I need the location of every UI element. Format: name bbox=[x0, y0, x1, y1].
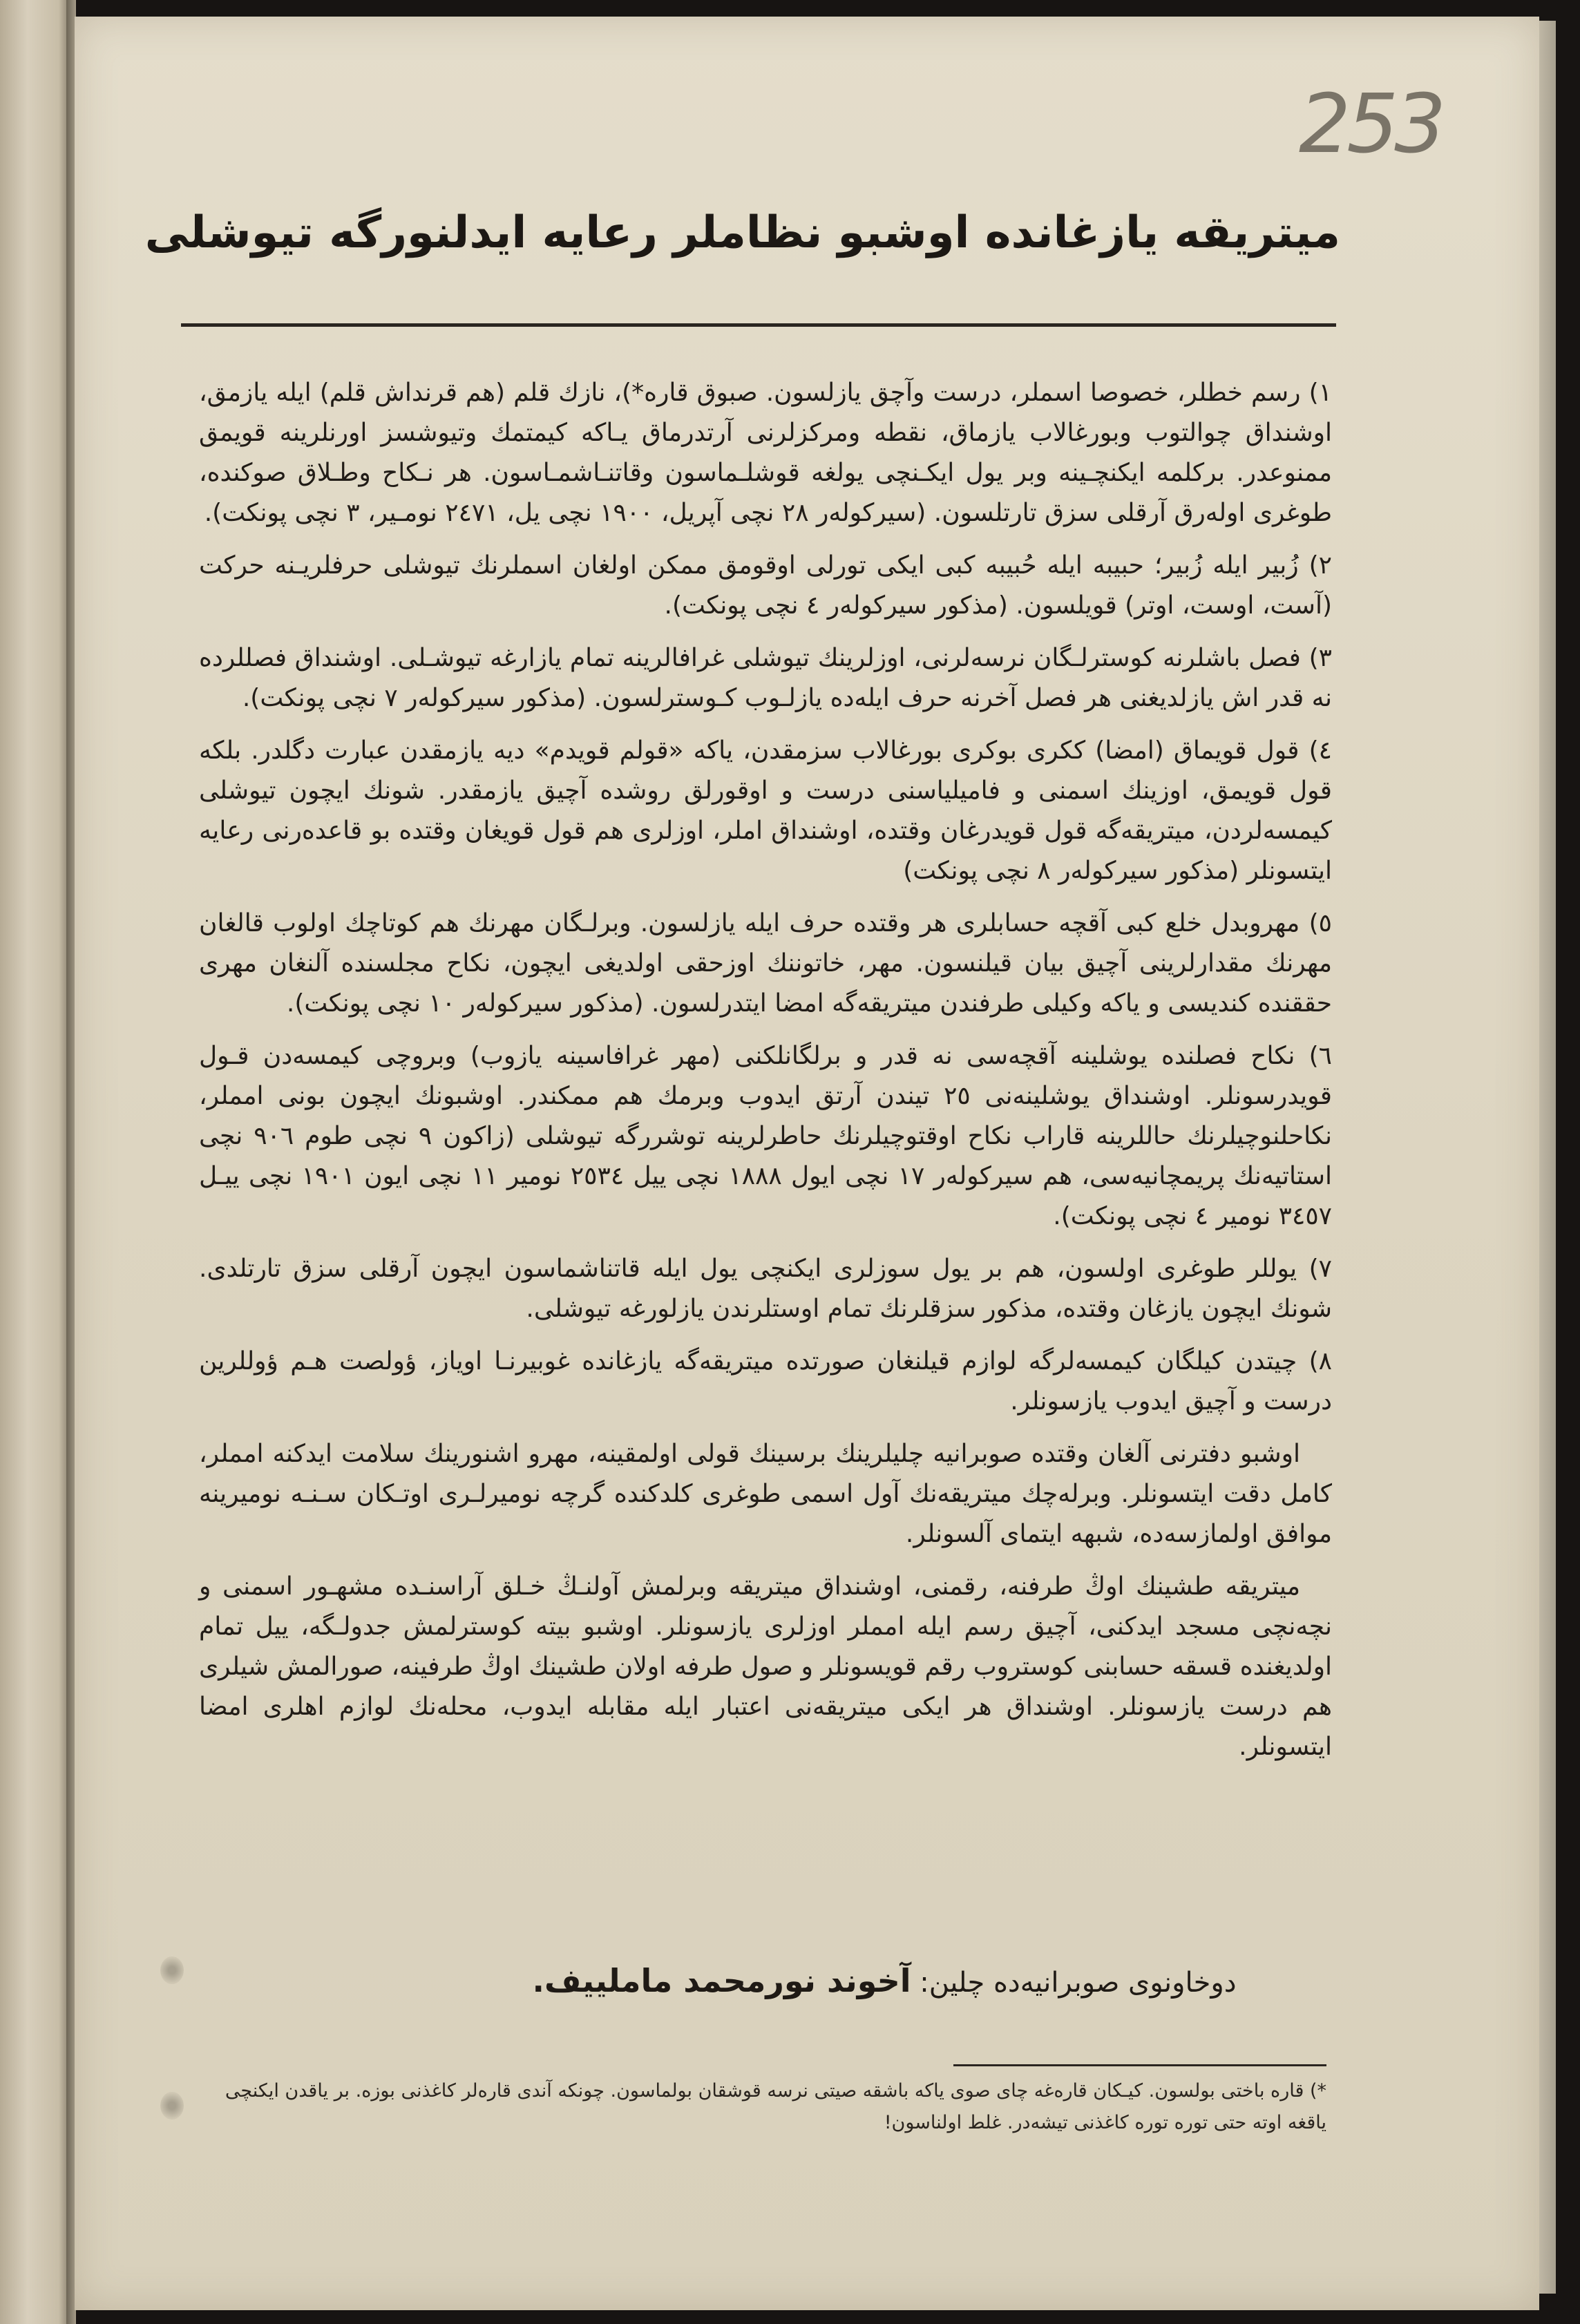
signature-line bbox=[532, 1962, 1237, 1999]
signature-prefix: دوخاونوی صوبرانیەده چلین: bbox=[920, 1967, 1237, 1999]
paragraph-rule-7: ٧) یوللر طوغری اولسون، هم بر یول سوزلری ایکنچی یول ایله قاتناشماسون ایچون آرقلی سزق تارتلدی. شونك ایچون یازغان وقتده، مذکور سزقلرنك تمام اوستلرندن یازلورغه تیوشلی. bbox=[199, 1255, 1332, 1323]
paragraph-rule-6: ٦) نکاح فصلنده یوشلینه آقچەسی نه قدر و برلگانلکنی (مهر غرافاسینه یازوب) وبروچی کیمسەدن قـول قویدرسونلر. اوشنداق یوشلینەنی ٢٥ تیندن آرتق ایدوب وبرمك هم ممکندر. اوشبونك ایچون بونی امملر، نکاحلنوچیلرنك حاللرینه قاراب نکاح اوقتوچیلرنك حاطرلرینه توشررگه تیوشلی (زاکون ٩ نچی طوم ٩٠٦ نچی استاتیەنك پریمچانیەسی، هم سیرکولەر ١٧ نچی ایول ١٨٨٨ نچی ییل ٢٥٣٤ نومیر ١١ نچی ایون ١٩٠١ نچی ییـل ٣٤٥٧ نومیر ٤ نچی پونکت). bbox=[199, 1042, 1333, 1230]
paragraph-cover-instructions: میتریقه طشینك اوڭ طرفنه، رقمنی، اوشنداق میتریقه وبرلمش آولنـڭ خـلق آراسنـده مشهـور اسمنی و نچەنچی مسجد ایدکنی، آچیق رسم ایله امملر اوزلری یازسونلر. اوشبو بیته کوسترلمش جدولـگه، ییل تمام اولدیغنده قسقه حسابنی کوستروب رقم قویسونلر و صول طرفه اولان طشینك اوڭ طرفینه، صورالمش شیلری هم درست یازسونلر. اوشنداق هر ایکی میتریقەنی اعتبار ایله مقابله ایدوب، محلەنك لوازم اهلری امضا ایتسونلر. bbox=[199, 1572, 1332, 1761]
binding-hole bbox=[160, 2092, 184, 2120]
footnote-rule bbox=[953, 2064, 1326, 2066]
paragraph-rule-4: ٤) قول قویماق (امضا) ککری بوکری بورغالاب سزمقدن، یاکه «قولم قویدم» دیه یازمقدن عبارت دگلدر. بلکه قول قویمق، اوزینك اسمنی و فامیلیاسنی درست و اوقورلق روشده آچیق یازمقدر. شونك ایچون تیوشلی کیمسەلردن، میتریقەگه قول قویدرغان وقتده، اوشنداق املر، اوزلری هم قول قویغان وقتده بو قاعدەرنی رعایه ایتسونلر (مذکور سیرکولەر ٨ نچی پونکت) bbox=[199, 736, 1332, 885]
footnote: *) قاره باختی بولسون. کیـکان قارەغه چای صوی یاکه باشقه صیتی نرسه قوشقان بولماسون. چونکه آندی قارەلر کاغذنی بوزه. بر یاقدن ایکنچی یاقغه اوته حتی توره توره کاغذنی تیشەدر. غلط اولناسون! bbox=[225, 2080, 1326, 2133]
binding-hole bbox=[160, 1956, 184, 1984]
paragraph-receipt-note: اوشبو دفترنی آلغان وقتده صوبرانیه چلیلرینك برسینك قولی اولمقینه، مهرو اشنورینك سلامت ایدکنه امملر، کامل دقت ایتسونلر. وبرلەچك میتریقەنك آول اسمی طوغری کلدکنده گرچه نومیرلـری اوتـکان سـنـه نومیرینه موافق اولمازسەده، شبهه ایتمای آلسونلر. bbox=[199, 1440, 1332, 1548]
paragraph-rule-3: ٣) فصل باشلرنه کوسترلـگان نرسەلرنی، اوزلرینك تیوشلی غرافالرینه تمام یازارغه تیوشـلی. اوشنداق فصللرده نه قدر اش یازلدیغنی هر فصل آخرنه حرف ایلەده یازلـوب کـوسترلسون. (مذکور سیرکولەر ٧ نچی پونکت). bbox=[199, 644, 1332, 712]
document-body bbox=[199, 373, 1332, 1780]
paragraph-rule-1: ١) رسم خطلر، خصوصا اسملر، درست وآچق یازلسون. صبوق قاره*)، نازك قلم (هم قرنداش قلم) ایله یازمق، اوشنداق چوالتوب وبورغالاب یازماق، نقطه ومرکزلرنی آرتدرماق یـاکه کیمتمك وتیوشسز اورنلرینه قویمق ممنوعدر. برکلمه ایکنچـینه وبر یول ایکـنچی یولغه قوشلـماسون وقاتنـاشمـاسون. هر نـکاح وطـلاق صوکنده، طوغری اولەرق آرقلی سزق تارتلسون. (سیرکولەر ٢٨ نچی آپریل، ١٩٠٠ نچی یل، ٢٤٧١ نومـیر، ٣ نچی پونکت). bbox=[199, 379, 1332, 527]
title-underline bbox=[181, 323, 1336, 327]
paragraph-rule-2: ٢) زُبیر ایله زُبیر؛ حبیبه ایله حُبیبه کبی ایکی تورلی اوقومق ممکن اولغان اسملرنك تیوشلی حرفلریـنه حرکت (آست، اوست، اوتر) قویلسون. (مذکور سیرکولەر ٤ نچی پونکت). bbox=[199, 551, 1332, 620]
page-number: 253 bbox=[1299, 76, 1443, 171]
signature-name: آخوند نورمحمد مامليیف. bbox=[532, 1962, 911, 1999]
paragraph-rule-5: ٥) مهروبدل خلع کبی آقچه حسابلری هر وقتده حرف ایله یازلسون. وبرلـگان مهرنك هم کوتاچك اولوب قالغان مهرنك مقدارلرینی آچیق بیان قیلنسون. مهر، خاتوننك اوزحقی اولدیغی ایچون، نکاح مجلسندە آلنغان مهری حققنده کندیسی و یاکه وکیلی طرفندن میتریقەگه امضا ایتدرلسون. (مذکور سیرکولەر ١٠ نچی پونکت). bbox=[199, 909, 1332, 1018]
binding-spine bbox=[0, 0, 69, 2324]
page-title: میتریقه یازغانده اوشبو نظاملر رعایه ایدلنورگه تیوشلی bbox=[144, 207, 1340, 258]
paragraph-rule-8: ٨) چیتدن کیلگان کیمسەلرگه لوازم قیلنغان صورتده میتریقەگه یازغانده غوبیرنـا اویاز، ؤولصت هـم ؤوللرین درست و آچیق ایدوب یازسونلر. bbox=[199, 1347, 1332, 1416]
